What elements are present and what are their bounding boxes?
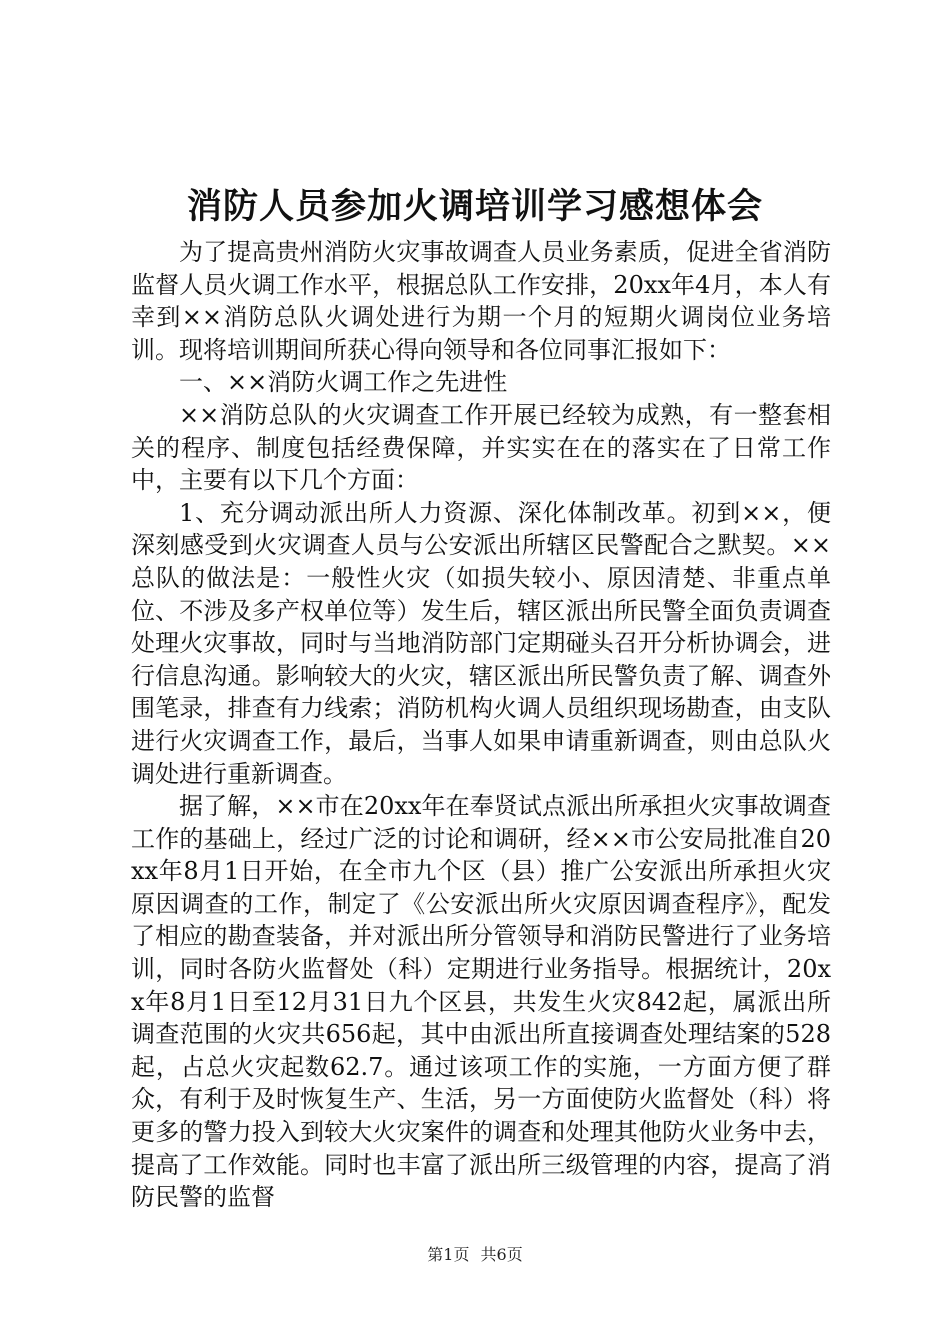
paragraph-point-1: 1、充分调动派出所人力资源、深化体制改革。初到××，便深刻感受到火灾调查人员与公安派出所辖区民警配合之默契。××总队的做法是：一般性火灾（如损失较小、原因清楚、非重点单位、不涉及多产权单位等）发生后，辖区派出所民警全面负责调查处理火灾事故，同时与当地消防部门定期碰头召开分析协调会，进行信息沟通。影响较大的火灾，辖区派出所民警负责了解、调查外围笔录，排查有力线索；消防机构火调人员组织现场勘查，由支队进行火灾调查工作，最后，当事人如果申请重新调查，则由总队火调处进行重新调查。 [131,498,831,788]
document-title: 消防人员参加火调培训学习感想体会 [186,187,763,227]
paragraph-overview: ××消防总队的火灾调查工作开展已经较为成熟，有一整套相关的程序、制度包括经费保障，并实实在在的落实在了日常工作中，主要有以下几个方面： [131,400,831,495]
paragraph-statistics: 据了解，××市在20xx年在奉贤试点派出所承担火灾事故调查工作的基础上，经过广泛的讨论和调研，经××市公安局批准自20xx年8月1日开始，在全市九个区（县）推广公安派出所承担火灾原因调查的工作，制定了《公安派出所火灾原因调查程序》，配发了相应的勘查装备，并对派出所分管领导和消防民警进行了业务培训，同时各防火监督处（科）定期进行业务指导。根据统计，20xx年8月1日至12月31日九个区县，共发生火灾842起，属派出所调查范围的火灾共656起，其中由派出所直接调查处理结案的528起，占总火灾起数62.7。通过该项工作的实施，一方面方便了群众，有利于及时恢复生产、生活，另一方面使防火监督处（科）将更多的警力投入到较大火灾案件的调查和处理其他防火业务中去，提高了工作效能。同时也丰富了派出所三级管理的内容，提高了消防民警的监督 [131,792,831,1212]
paragraph-intro: 为了提高贵州消防火灾事故调查人员业务素质，促进全省消防监督人员火调工作水平，根据总队工作安排，20xx年4月，本人有幸到××消防总队火调处进行为期一个月的短期火调岗位业务培训。现将培训期间所获心得向领导和各位同事汇报如下： [131,238,831,364]
page-number: 第1页 [427,1245,470,1264]
page-total: 共6页 [480,1245,523,1264]
page-footer [0,1244,950,1266]
section-heading-1: 一、××消防火调工作之先进性 [179,368,508,397]
document-body [131,236,831,1214]
